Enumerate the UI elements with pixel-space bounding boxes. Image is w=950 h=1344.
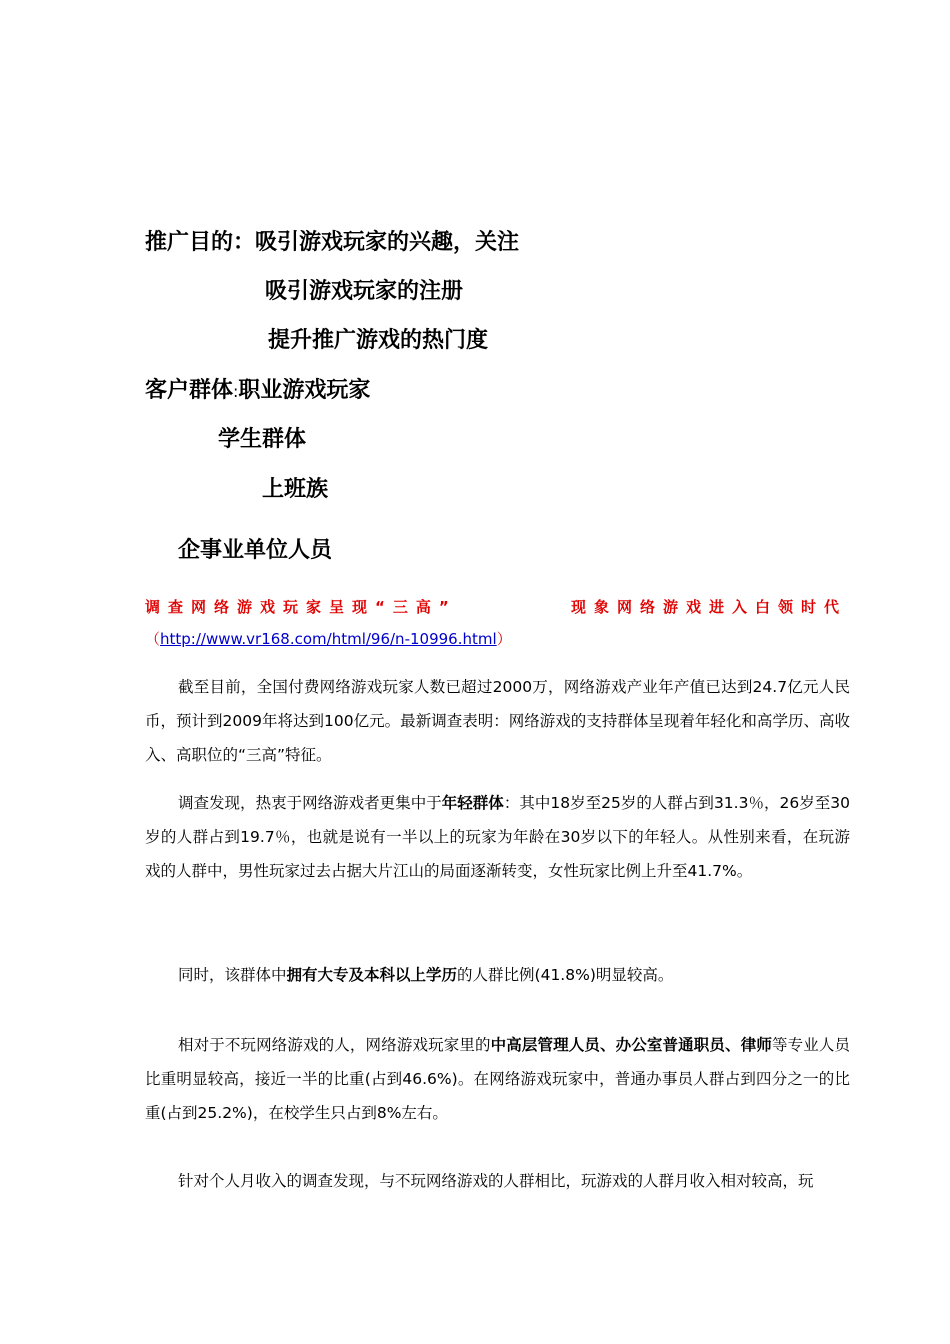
customer-group: 企事业单位人员 (178, 538, 333, 563)
paragraph-2-text: 调查发现，热衷于网络游戏者更集中于 (178, 794, 442, 812)
promo-label: 推广目的： (145, 230, 256, 255)
url-close-paren: ） (496, 630, 512, 648)
paragraph-3-text: 同时，该群体中 (178, 966, 287, 984)
paragraph-4-text: 相对于不玩网络游戏的人，网络游戏玩家里的 (178, 1036, 491, 1054)
paragraph-2-emphasis: 年轻群体 (441, 794, 504, 812)
customer-group: 职业游戏玩家 (238, 378, 371, 403)
article-title-left: 调查网络游戏玩家呈现“三高” (145, 598, 457, 616)
paragraph-5: 针对个人月收入的调查发现，与不玩网络游戏的人群相比，玩游戏的人群月收入相对较高，玩 (178, 1172, 814, 1190)
article-title-right: 现象网络游戏进入白领时代 (570, 598, 847, 616)
paragraph-3-emphasis: 拥有大专及本科以上学历 (286, 966, 458, 984)
paragraph-2 (145, 786, 850, 888)
article-title (145, 596, 847, 618)
paragraph-2-text: ：其中18岁至25岁的人群占到31.3％，26岁至30岁的人群占到19.7％，也就是说有一半以上的玩家为年龄在30岁以下的年轻人。从性别来看，在玩游戏的人群中，男性玩家过去占据大片江山的局面逐渐转变，女性玩家比例上升至41.7%。 (145, 794, 850, 880)
paragraph-3 (145, 958, 850, 992)
customers-line-1 (145, 376, 370, 407)
article-source (145, 628, 512, 650)
paragraph-1: 截至目前，全国付费网络游戏玩家人数已超过2000万，网络游戏产业年产值已达到24.7亿元人民币，预计到2009年将达到100亿元。最新调查表明：网络游戏的支持群体呈现着年轻化和高学历、高收入、高职位的“三高”特征。 (145, 678, 850, 764)
promo-goal: 提升推广游戏的热门度 (268, 328, 489, 353)
customers-label: 客户群体 (145, 378, 234, 403)
url-open-paren: （ (145, 630, 161, 648)
promo-line-1 (145, 228, 519, 258)
customer-group: 上班族 (262, 477, 329, 502)
paragraph-3-text: 的人群比例(41.8%)明显较高。 (457, 966, 674, 984)
paragraph-4 (145, 1028, 850, 1130)
customers-separator: : (233, 382, 239, 401)
customer-group: 学生群体 (218, 427, 307, 452)
promo-goal: 吸引游戏玩家的注册 (265, 279, 464, 304)
promo-goal: 吸引游戏玩家的兴趣，关注 (255, 230, 520, 255)
paragraph-4-emphasis: 中高层管理人员、办公室普通职员、律师 (490, 1036, 772, 1054)
paragraph-4-text: 等专业人员比重明显较高，接近一半的比重(占到46.6%)。在网络游戏玩家中，普通办事员人群占到四分之一的比重(占到25.2%)，在校学生只占到8%左右。 (145, 1036, 850, 1122)
source-link[interactable]: http://www.vr168.com/html/96/n-10996.html (160, 630, 497, 648)
